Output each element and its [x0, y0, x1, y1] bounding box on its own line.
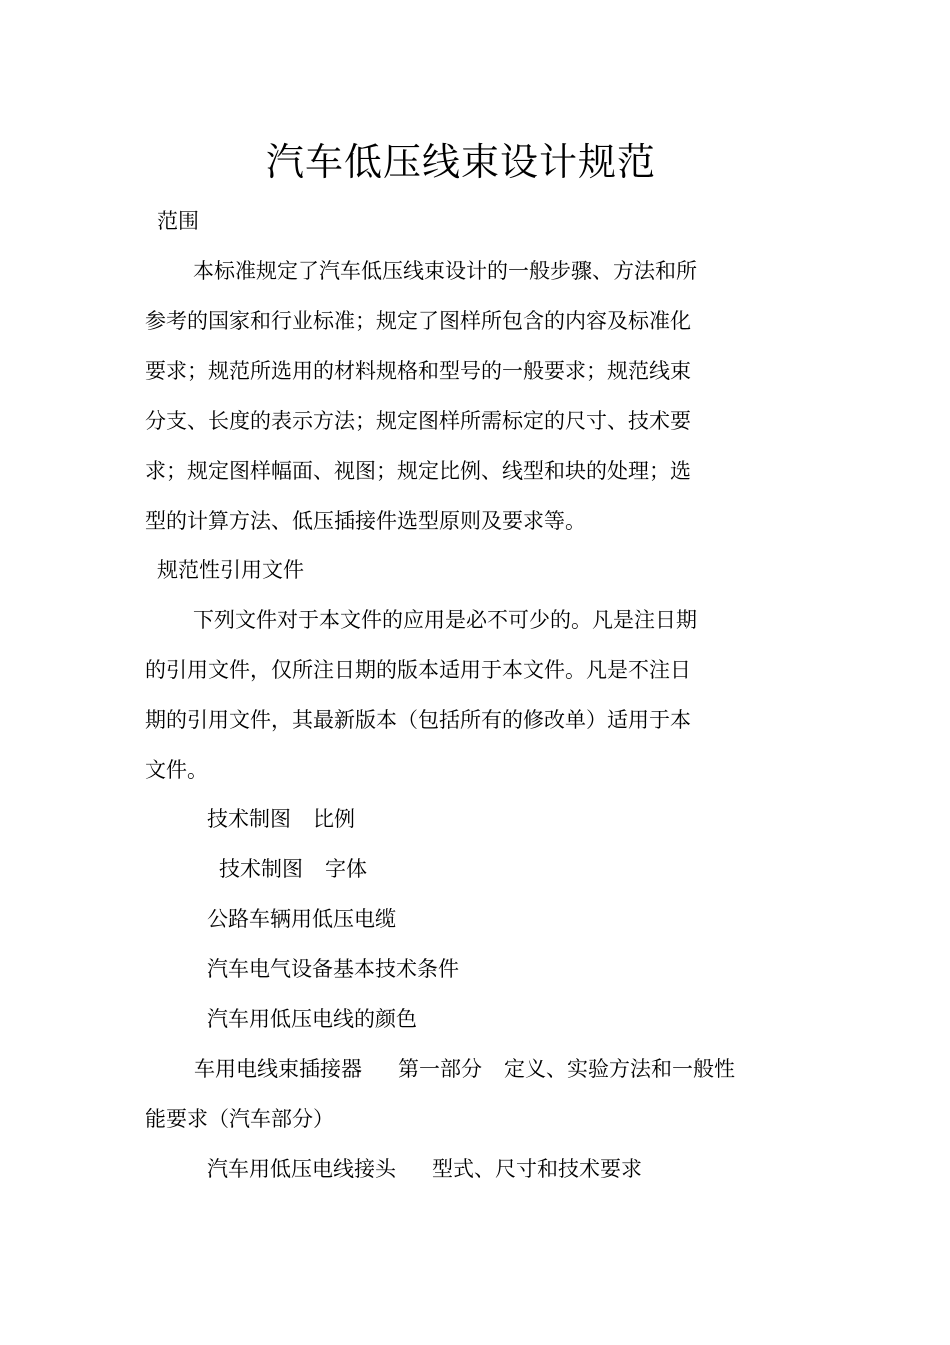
reference-item: [219, 854, 367, 884]
reference-title: 技术制图: [207, 807, 291, 831]
paragraph-line: 文件。: [145, 758, 208, 782]
reference-title: 公路车辆用低压电缆: [207, 907, 396, 931]
paragraph-line: 参考的国家和行业标准；规定了图样所包含的内容及标准化: [145, 309, 691, 333]
references-paragraph: [145, 605, 745, 805]
reference-title: 汽车电气设备基本技术条件: [207, 957, 459, 981]
section-heading-references: 规范性引用文件: [157, 558, 304, 582]
reference-item: [194, 1054, 735, 1084]
document-title: 汽车低压线束设计规范: [265, 140, 656, 184]
reference-part: 第一部分: [398, 1057, 482, 1081]
paragraph-line: 分支、长度的表示方法；规定图样所需标定的尺寸、技术要: [145, 409, 691, 433]
section-heading-scope: 范围: [157, 209, 199, 233]
reference-subtitle: 定义、实验方法和一般性: [504, 1057, 735, 1081]
reference-continuation: 能要求（汽车部分）: [145, 1107, 334, 1131]
paragraph-line: 的引用文件，仅所注日期的版本适用于本文件。凡是不注日: [145, 658, 691, 682]
paragraph-line: 期的引用文件，其最新版本（包括所有的修改单）适用于本: [145, 708, 691, 732]
reference-title: 车用电线束插接器: [194, 1057, 362, 1081]
reference-title: 技术制图: [219, 857, 303, 881]
reference-subtitle: 比例: [313, 807, 355, 831]
reference-item: [207, 904, 396, 934]
paragraph-line: 本标准规定了汽车低压线束设计的一般步骤、方法和所: [193, 259, 697, 283]
reference-title: 汽车用低压电线接头: [207, 1157, 396, 1181]
paragraph-line: 要求；规范所选用的材料规格和型号的一般要求；规范线束: [145, 359, 691, 383]
reference-title: 汽车用低压电线的颜色: [207, 1007, 417, 1031]
reference-item: [207, 954, 459, 984]
reference-item: [207, 1154, 642, 1184]
reference-subtitle: 字体: [325, 857, 367, 881]
paragraph-line: 求；规定图样幅面、视图；规定比例、线型和块的处理；选: [145, 459, 691, 483]
paragraph-line: 下列文件对于本文件的应用是必不可少的。凡是注日期: [193, 608, 697, 632]
reference-subtitle: 型式、尺寸和技术要求: [432, 1157, 642, 1181]
paragraph-line: 型的计算方法、低压插接件选型原则及要求等。: [145, 509, 586, 533]
scope-paragraph: [145, 256, 745, 556]
reference-item: [207, 804, 355, 834]
reference-item: [207, 1004, 417, 1034]
